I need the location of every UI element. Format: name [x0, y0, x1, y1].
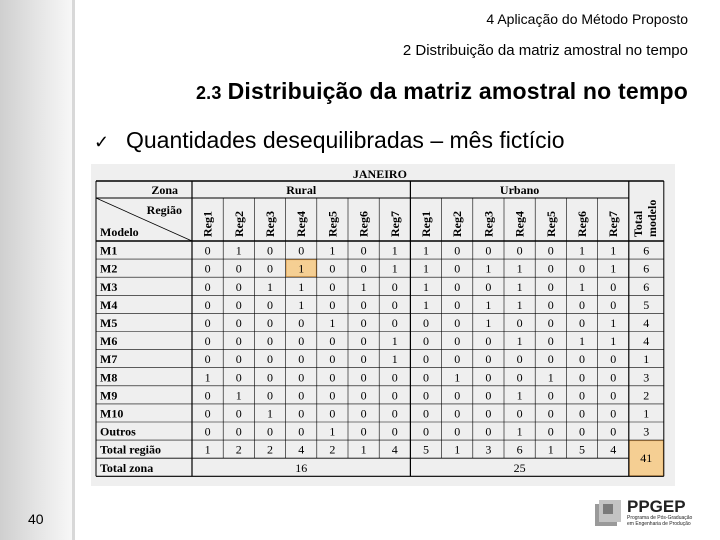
reg-header: Reg2 — [231, 211, 246, 237]
cell-value: 0 — [298, 243, 305, 258]
cell-value: 0 — [547, 388, 554, 403]
reg-header: Reg1 — [419, 211, 433, 237]
total-zona-rural: 16 — [295, 460, 308, 475]
cell-value: 1 — [547, 370, 554, 385]
cell-value: 0 — [360, 406, 367, 421]
cell-value: 0 — [204, 424, 211, 439]
cell-value: 0 — [485, 370, 492, 385]
cell-value: 0 — [485, 279, 492, 294]
cell-value: 0 — [267, 388, 273, 403]
cell-value: 1 — [329, 243, 336, 258]
cell-value: 0 — [235, 352, 242, 367]
cell-value: 0 — [235, 370, 242, 385]
cell-value: 0 — [267, 424, 273, 439]
cell-value: 0 — [547, 406, 554, 421]
total-regiao-value: 2 — [329, 442, 336, 457]
section-header: 2 Distribuição da matriz amostral no tempo — [402, 42, 688, 59]
cell-value: 1 — [329, 424, 336, 439]
cell-value: 0 — [579, 297, 585, 312]
cell-value: 1 — [610, 316, 617, 330]
cell-value: 1 — [610, 243, 617, 258]
total-regiao-value: 1 — [547, 442, 554, 457]
cell-value: 0 — [610, 388, 617, 403]
total-regiao-value: 1 — [454, 442, 461, 457]
row-total: 1 — [643, 352, 650, 367]
cell-value: 0 — [454, 424, 461, 439]
cell-value: 0 — [454, 388, 461, 403]
cell-value: 0 — [423, 388, 429, 403]
sidebar-stripe — [72, 0, 75, 540]
cell-value: 0 — [516, 352, 523, 367]
cell-value: 0 — [235, 279, 242, 294]
cell-value: 1 — [267, 406, 273, 421]
cell-value: 0 — [516, 406, 523, 421]
cell-value: 1 — [516, 279, 523, 294]
cell-value: 0 — [579, 370, 585, 385]
cell-value: 0 — [454, 316, 461, 330]
cell-value: 0 — [360, 334, 367, 349]
row-total: 6 — [643, 243, 650, 258]
grand-total: 41 — [640, 451, 653, 466]
cell-value: 0 — [329, 406, 336, 421]
total-regiao-value: 1 — [204, 442, 211, 457]
row-label: M10 — [100, 406, 124, 421]
row-total: 3 — [643, 424, 650, 439]
page-number: 40 — [28, 511, 44, 527]
logo-name: PPGEP — [627, 498, 686, 516]
cell-value: 0 — [579, 424, 585, 439]
logo-mark-icon — [595, 500, 621, 526]
total-regiao-value: 3 — [485, 442, 492, 457]
cell-value: 0 — [485, 352, 492, 367]
cell-value: 0 — [360, 316, 367, 330]
cell-value: 1 — [391, 352, 398, 367]
row-label: M6 — [100, 334, 118, 349]
cell-value: 1 — [298, 279, 305, 294]
zone-urbano: Urbano — [499, 183, 540, 197]
cell-value: 0 — [235, 316, 242, 330]
cell-value: 0 — [391, 388, 398, 403]
cell-value: 0 — [610, 424, 617, 439]
cell-value: 0 — [329, 352, 336, 367]
cell-value: 0 — [454, 297, 461, 312]
bullet-text: Quantidades desequilibradas – mês fictício — [126, 127, 565, 153]
cell-value: 0 — [391, 424, 398, 439]
cell-value: 0 — [547, 243, 554, 258]
cell-value: 0 — [267, 352, 273, 367]
reg-header: Reg7 — [387, 211, 402, 237]
cell-value: 0 — [454, 279, 461, 294]
cell-value: 0 — [579, 388, 585, 403]
reg-header: Reg7 — [606, 211, 621, 237]
cell-value: 0 — [235, 261, 242, 276]
cell-value: 0 — [360, 370, 367, 385]
cell-value: 0 — [204, 388, 211, 403]
chapter-header: 4 Aplicação do Método Proposto — [486, 11, 688, 27]
total-regiao-label: Total região — [100, 442, 162, 457]
cell-value: 0 — [267, 334, 273, 349]
cell-value: 1 — [579, 279, 585, 294]
cell-value: 0 — [547, 279, 554, 294]
reg-header: Reg4 — [512, 211, 527, 237]
cell-value: 1 — [391, 334, 398, 349]
cell-value: 1 — [454, 370, 461, 385]
cell-value: 0 — [298, 352, 305, 367]
cell-value: 0 — [454, 406, 461, 421]
cell-value: 0 — [329, 388, 336, 403]
cell-value: 0 — [610, 279, 617, 294]
cell-value: 0 — [267, 297, 273, 312]
cell-value: 0 — [454, 261, 461, 276]
total-regiao-value: 2 — [235, 442, 242, 457]
reg-header: Reg3 — [481, 211, 496, 237]
title-number: 2.3 — [195, 83, 222, 103]
cell-value: 0 — [579, 316, 585, 330]
cell-value: 0 — [204, 316, 211, 330]
cell-value: 1 — [485, 316, 492, 330]
cell-value: 0 — [485, 388, 492, 403]
cell-value: 0 — [298, 406, 305, 421]
cell-value: 0 — [547, 334, 554, 349]
data-table-grid — [91, 164, 675, 486]
cell-value: 1 — [423, 243, 429, 258]
cell-value: 0 — [329, 297, 336, 312]
total-regiao-value: 1 — [360, 442, 367, 457]
reg-header: Reg3 — [263, 211, 277, 237]
cell-value: 0 — [298, 370, 305, 385]
cell-value: 0 — [547, 424, 554, 439]
cell-value: 0 — [516, 243, 523, 258]
cell-value: 1 — [516, 261, 523, 276]
cell-value: 1 — [423, 279, 429, 294]
cell-value: 0 — [485, 243, 492, 258]
cell-value: 0 — [579, 352, 585, 367]
cell-value: 0 — [267, 261, 273, 276]
cell-value: 0 — [610, 297, 617, 312]
cell-value: 0 — [547, 261, 554, 276]
row-total: 1 — [643, 406, 650, 421]
row-label: M4 — [100, 297, 118, 312]
reg-header: Reg4 — [294, 211, 309, 237]
check-bullet-icon: ✓ — [94, 132, 110, 152]
total-modelo-header: Total — [630, 210, 645, 237]
reg-header: Reg2 — [450, 211, 465, 237]
total-regiao-value: 6 — [516, 442, 523, 457]
cell-value: 0 — [485, 406, 492, 421]
cell-value: 0 — [204, 279, 211, 294]
row-total: 4 — [643, 334, 650, 349]
total-regiao-value: 5 — [579, 442, 585, 457]
cell-value: 0 — [516, 316, 523, 330]
logo-line1: Programa de Pós-Graduação — [627, 515, 693, 521]
cell-value: 0 — [360, 243, 367, 258]
cell-value: 1 — [360, 279, 367, 294]
row-label: M1 — [100, 243, 118, 258]
cell-value: 0 — [579, 406, 585, 421]
cell-value: 0 — [454, 243, 461, 258]
cell-value: 0 — [360, 424, 367, 439]
cell-value: 0 — [204, 243, 211, 258]
row-label: M7 — [100, 352, 118, 367]
cell-value: 0 — [516, 370, 523, 385]
slide-title — [196, 78, 688, 105]
cell-value: 0 — [329, 279, 336, 294]
cell-value: 0 — [423, 370, 429, 385]
cell-value: 1 — [516, 424, 523, 439]
cell-value: 0 — [267, 316, 273, 330]
cell-value: 0 — [454, 352, 461, 367]
row-label: M5 — [100, 316, 118, 330]
zona-label: Zona — [151, 183, 178, 197]
cell-value: 1 — [204, 370, 211, 385]
cell-value: 0 — [391, 279, 398, 294]
total-modelo-header: modelo — [644, 199, 659, 237]
row-total: 6 — [643, 261, 650, 276]
cell-value: 0 — [235, 334, 242, 349]
reg-header: Reg1 — [200, 211, 215, 237]
row-total: 3 — [643, 370, 650, 385]
row-label: M3 — [100, 279, 118, 294]
cell-value: 1 — [579, 334, 585, 349]
row-total: 5 — [643, 297, 650, 312]
cell-value: 0 — [298, 388, 305, 403]
cell-value: 0 — [267, 243, 273, 258]
row-total: 6 — [643, 279, 650, 294]
ppgep-logo — [595, 498, 707, 528]
cell-value: 0 — [235, 297, 242, 312]
row-label: M8 — [100, 370, 118, 385]
cell-value: 0 — [235, 406, 242, 421]
total-regiao-value: 4 — [391, 442, 398, 457]
reg-header: Reg6 — [356, 211, 371, 237]
cell-value: 1 — [516, 297, 523, 312]
cell-value: 0 — [423, 316, 429, 330]
total-zona-urbano: 25 — [513, 460, 526, 475]
cell-value: 0 — [454, 334, 461, 349]
cell-value: 0 — [391, 370, 398, 385]
title-text: Distribuição da matriz amostral no tempo — [227, 78, 688, 104]
reg-header: Reg6 — [575, 211, 589, 237]
row-total: 4 — [643, 316, 650, 330]
cell-value: 0 — [485, 424, 492, 439]
cell-value: 0 — [298, 424, 305, 439]
cell-value: 1 — [485, 261, 492, 276]
cell-value: 0 — [610, 406, 617, 421]
cell-value: 0 — [360, 388, 367, 403]
row-total: 2 — [643, 388, 650, 403]
cell-value: 1 — [423, 261, 429, 276]
cell-value: 0 — [423, 334, 429, 349]
cell-value: 0 — [391, 297, 398, 312]
cell-value: 1 — [610, 334, 617, 349]
row-label: M9 — [100, 388, 118, 403]
data-table — [91, 164, 675, 486]
cell-value: 1 — [298, 297, 305, 312]
zone-rural: Rural — [286, 183, 317, 197]
reg-header: Reg5 — [325, 211, 340, 237]
cell-value: 0 — [298, 316, 305, 330]
cell-value: 1 — [235, 388, 242, 403]
cell-value: 0 — [391, 406, 398, 421]
cell-value: 0 — [423, 352, 429, 367]
regiao-label: Região — [146, 203, 182, 217]
cell-value: 0 — [360, 297, 367, 312]
row-label: Outros — [100, 424, 136, 439]
cell-value: 1 — [423, 297, 429, 312]
cell-value: 0 — [204, 297, 211, 312]
cell-value: 0 — [235, 424, 242, 439]
cell-value: 1 — [485, 297, 492, 312]
cell-value: 0 — [204, 334, 211, 349]
cell-value: 0 — [423, 424, 429, 439]
row-label: M2 — [100, 261, 118, 276]
cell-value: 0 — [547, 297, 554, 312]
cell-value: 0 — [204, 261, 211, 276]
cell-value: 0 — [298, 334, 305, 349]
cell-value: 0 — [579, 261, 585, 276]
cell-value: 0 — [329, 261, 336, 276]
cell-value: 0 — [547, 316, 554, 330]
cell-value: 1 — [235, 243, 242, 258]
reg-header: Reg5 — [543, 211, 558, 237]
cell-value: 0 — [610, 370, 617, 385]
cell-value: 1 — [391, 261, 398, 276]
total-regiao-value: 5 — [423, 442, 429, 457]
total-regiao-value: 4 — [610, 442, 617, 457]
cell-value: 0 — [485, 334, 492, 349]
cell-value: 0 — [267, 370, 273, 385]
cell-value: 0 — [360, 261, 367, 276]
cell-value: 1 — [579, 243, 585, 258]
cell-value: 0 — [391, 316, 398, 330]
cell-value: 1 — [391, 243, 398, 258]
cell-value: 1 — [516, 388, 523, 403]
logo-line2: em Engenharia de Produção — [627, 521, 691, 527]
cell-value: 0 — [204, 406, 211, 421]
cell-value: 0 — [360, 352, 367, 367]
cell-value: 1 — [267, 279, 273, 294]
cell-value: 0 — [204, 352, 211, 367]
cell-value: 1 — [329, 316, 336, 330]
cell-value: 0 — [610, 352, 617, 367]
month-title: JANEIRO — [352, 167, 407, 181]
cell-value: 1 — [610, 261, 617, 276]
cell-value: 1 — [516, 334, 523, 349]
total-regiao-value: 2 — [267, 442, 273, 457]
cell-value: 0 — [329, 370, 336, 385]
cell-value: 1 — [298, 261, 305, 276]
total-regiao-value: 4 — [298, 442, 305, 457]
cell-value: 0 — [423, 406, 429, 421]
total-zona-label: Total zona — [100, 460, 154, 475]
cell-value: 0 — [547, 352, 554, 367]
modelo-label: Modelo — [100, 225, 139, 239]
cell-value: 0 — [329, 334, 336, 349]
left-sidebar-decoration — [0, 0, 72, 540]
